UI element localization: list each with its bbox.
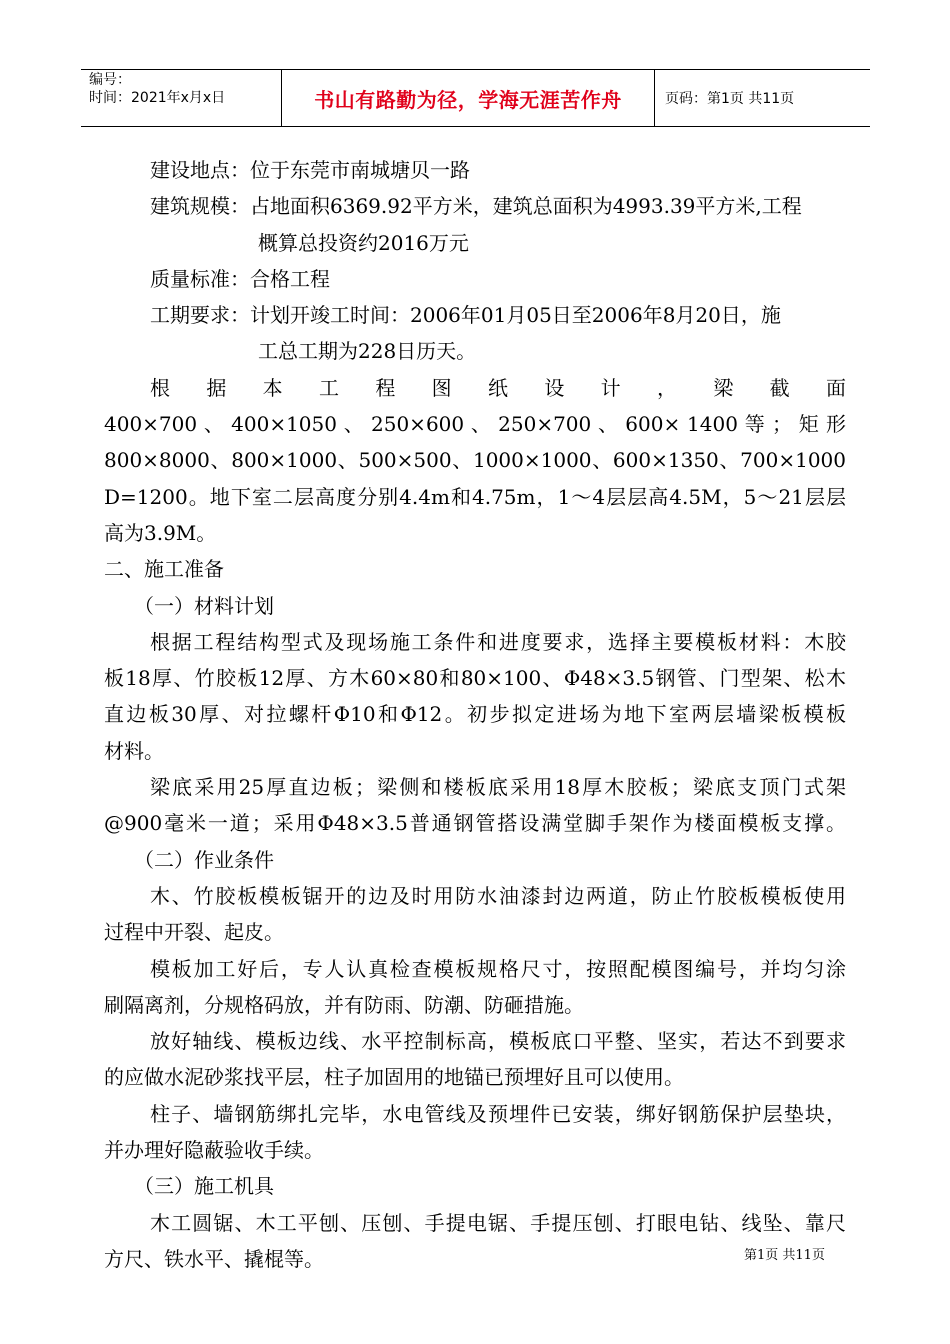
document-body (104, 152, 846, 1277)
text-line: 并办理好隐蔽验收手续。 (104, 1138, 324, 1163)
text-line: 400×700 、 400×1050 、 250×600 、 250×700 、 600× 1400 等 ； 矩 形 (104, 412, 846, 437)
text-line: 梁底采用25厚直边板；梁侧和楼板底采用18厚木胶板；梁底支顶门式架 (150, 775, 846, 800)
text-line: 工总工期为228日历天。 (258, 339, 477, 364)
text-line: 直边板30厚、对拉螺杆Φ10和Φ12。初步拟定进场为地下室两层墙梁板模板 (104, 702, 846, 727)
text-line: 工期要求：计划开竣工时间：2006年01月05日至2006年8月20日，施 (150, 303, 781, 328)
text-line: 根据工程结构型式及现场施工条件和进度要求，选择主要模板材料：木胶 (150, 629, 846, 654)
header-motto: 书山有路勤为径，学海无涯苦作舟 (282, 70, 655, 126)
text-line: 的应做水泥砂浆找平层，柱子加固用的地锚已预埋好且可以使用。 (104, 1065, 684, 1090)
section-heading: 二、施工准备 (104, 557, 224, 582)
text-line: 板18厚、竹胶板12厚、方木60×80和80×100、Φ48×3.5钢管、门型架、松木 (104, 666, 846, 691)
text-line: 800×8000、800×1000、500×500、1000×1000、600×1350、700×1000 (104, 448, 846, 473)
subsection-heading: （二）作业条件 (134, 847, 274, 872)
subsection-heading: （三）施工机具 (134, 1174, 274, 1199)
text-line: 高为3.9M。 (104, 520, 217, 545)
text-line: 过程中开裂、起皮。 (104, 920, 284, 945)
text-line: 柱子、墙钢筋绑扎完毕，水电管线及预埋件已安装，绑好钢筋保护层垫块， (150, 1101, 846, 1126)
text-line: 木工圆锯、木工平刨、压刨、手提电锯、手提压刨、打眼电钻、线坠、靠尺 (150, 1210, 846, 1235)
text-line: 概算总投资约2016万元 (258, 230, 469, 255)
text-line: 放好轴线、模板边线、水平控制标高，模板底口平整、坚实，若达不到要求 (150, 1029, 846, 1054)
text-line: 质量标准：合格工程 (150, 266, 330, 291)
text-line: 材料。 (104, 738, 164, 763)
header-meta-cell (81, 70, 282, 126)
subsection-heading: （一）材料计划 (134, 593, 274, 618)
document-date-label: 时间：2021年x月x日 (89, 90, 226, 106)
text-line: 刷隔离剂，分规格码放，并有防雨、防潮、防砸措施。 (104, 992, 584, 1017)
page-footer: 第1页 共11页 (744, 1248, 825, 1263)
text-line: 模板加工好后，专人认真检查模板规格尺寸，按照配模图编号，并均匀涂 (150, 956, 846, 981)
page-header (81, 69, 870, 127)
header-page-info: 页码：第1页 共11页 (665, 91, 795, 107)
document-number-label: 编号： (89, 72, 131, 88)
text-line: @900毫米一道；采用Φ48×3.5普通钢管搭设满堂脚手架作为楼面模板支撑。 (104, 811, 846, 836)
text-line: 木、竹胶板模板锯开的边及时用防水油漆封边两道，防止竹胶板模板使用 (150, 883, 846, 908)
text-line: 建设地点：位于东莞市南城塘贝一路 (150, 158, 470, 182)
text-line: 方尺、铁水平、撬棍等。 (104, 1246, 324, 1271)
text-line: 根 据 本 工 程 图 纸 设 计 ， 梁 截 面 (150, 375, 846, 400)
text-line: 建筑规模：占地面积6369.92平方米，建筑总面积为4993.39平方米,工程 (150, 194, 802, 219)
text-line: D=1200。地下室二层高度分别4.4m和4.75m，1～4层层高4.5M，5～21层层 (104, 484, 846, 509)
